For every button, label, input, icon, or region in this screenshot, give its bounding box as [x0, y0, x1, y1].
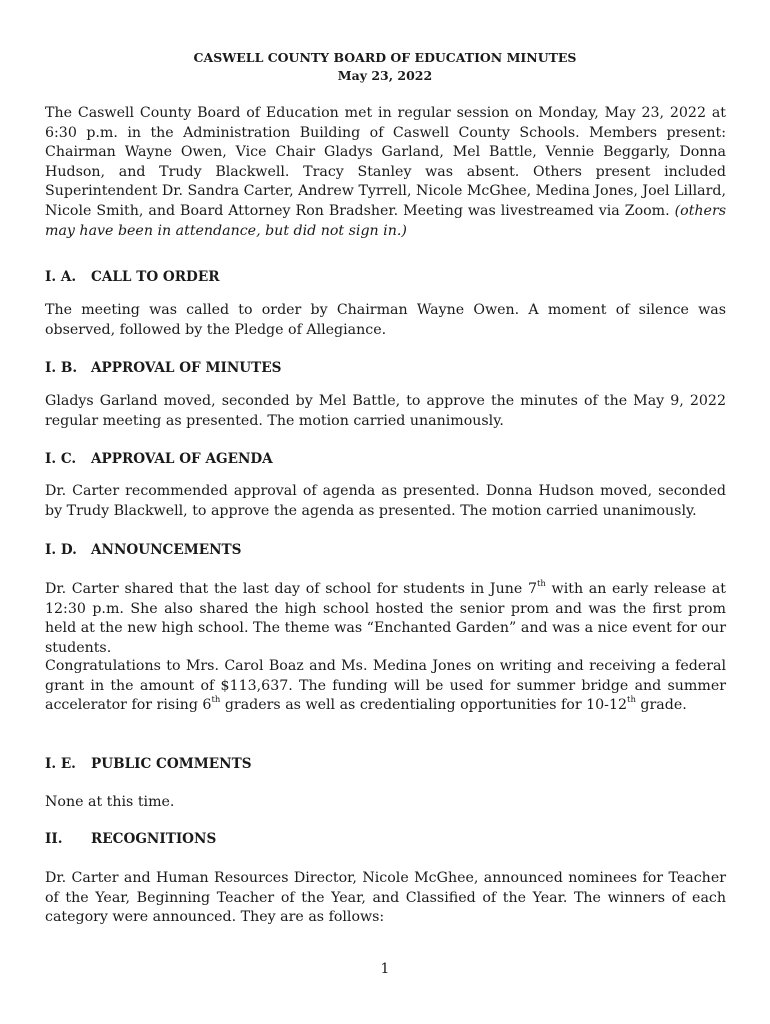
document-title: CASWELL COUNTY BOARD OF EDUCATION MINUTES	[193, 50, 577, 65]
section-number: I. E.	[45, 756, 76, 772]
section-number: I. B.	[45, 360, 78, 376]
superscript: th	[627, 695, 636, 706]
announcements-paragraph-1	[45, 580, 726, 658]
section-heading-call-to-order	[45, 268, 220, 288]
approval-of-minutes-text: Gladys Garland moved, seconded by Mel Battle, to approve the minutes of the May 9, 2022 regular meeting as presented. The motion carried unanimously.	[45, 393, 726, 429]
attendance-note: (others may have been in attendance, but did not sign in.)	[45, 202, 727, 239]
call-to-order-text: The meeting was called to order by Chairman Wayne Owen. A moment of silence was observed, followed by the Pledge of Allegiance.	[45, 302, 726, 338]
announcements-paragraph-2	[45, 657, 726, 716]
document-date: May 23, 2022	[337, 68, 433, 83]
announcements-text: grade.	[635, 697, 687, 714]
announcements-text: Congratulations to Mrs. Carol Boaz and Ms. Medina Jones on writing and receiving a federal grant in the amount of $113,637. The funding will be used for summer bridge and summer accelerator for rising 6	[45, 658, 726, 714]
section-title: CALL TO ORDER	[91, 269, 220, 285]
section-heading-approval-of-agenda	[45, 450, 273, 470]
recognitions-text: Dr. Carter and Human Resources Director, Nicole McGhee, announced nominees for Teacher of the Year, Beginning Teacher of the Year, and Classified of the Year. The winners of each category were announced. They are as follows:	[45, 870, 726, 926]
section-number: II.	[45, 831, 63, 847]
intro-text: The Caswell County Board of Education met in regular session on Monday, May 23, 2022 at 6:30 p.m. in the Administration Building of Caswell County Schools. Members present: Chairman Wayne Owen, Vice Chair Gladys Garland, Mel Battle, Vennie Beggarly, Donna Hudson, and Trudy Blackwell. Tracy Stanley was absent. Others present included Superintendent Dr. Sandra Carter, Andrew Tyrrell, Nicole McGhee, Medina Jones, Joel Lillard, Nicole Smith, and Board Attorney Ron Bradsher. Meeting was livestreamed via Zoom.	[45, 105, 726, 219]
section-title: APPROVAL OF AGENDA	[91, 451, 273, 467]
section-heading-announcements	[45, 541, 241, 561]
section-number: I. D.	[45, 542, 77, 558]
section-heading-recognitions	[45, 830, 216, 850]
announcements-text: graders as well as credentialing opportunities for 10-12	[220, 697, 628, 714]
section-title: APPROVAL OF MINUTES	[91, 360, 282, 376]
section-title: RECOGNITIONS	[91, 831, 217, 847]
approval-of-agenda-text: Dr. Carter recommended approval of agenda as presented. Donna Hudson moved, seconded by Trudy Blackwell, to approve the agenda as presented. The motion carried unanimously.	[45, 483, 726, 519]
announcements-text: with an early release at 12:30 p.m. She also shared the high school hosted the senior prom and was the first prom held at the new high school. The theme was “Enchanted Garden” and was a nice event for our students.	[45, 581, 726, 656]
section-heading-approval-of-minutes	[45, 359, 281, 379]
announcements-text: Dr. Carter shared that the last day of school for students in June 7	[45, 581, 537, 597]
page-number: 1	[380, 961, 390, 977]
superscript: th	[211, 695, 221, 706]
superscript: th	[536, 579, 546, 590]
public-comments-text: None at this time.	[45, 794, 175, 810]
section-title: ANNOUNCEMENTS	[91, 542, 242, 558]
section-number: I. C.	[45, 451, 77, 467]
section-title: PUBLIC COMMENTS	[91, 756, 252, 772]
intro-paragraph	[45, 104, 726, 241]
section-number: I. A.	[45, 269, 77, 285]
section-heading-public-comments	[45, 755, 252, 775]
